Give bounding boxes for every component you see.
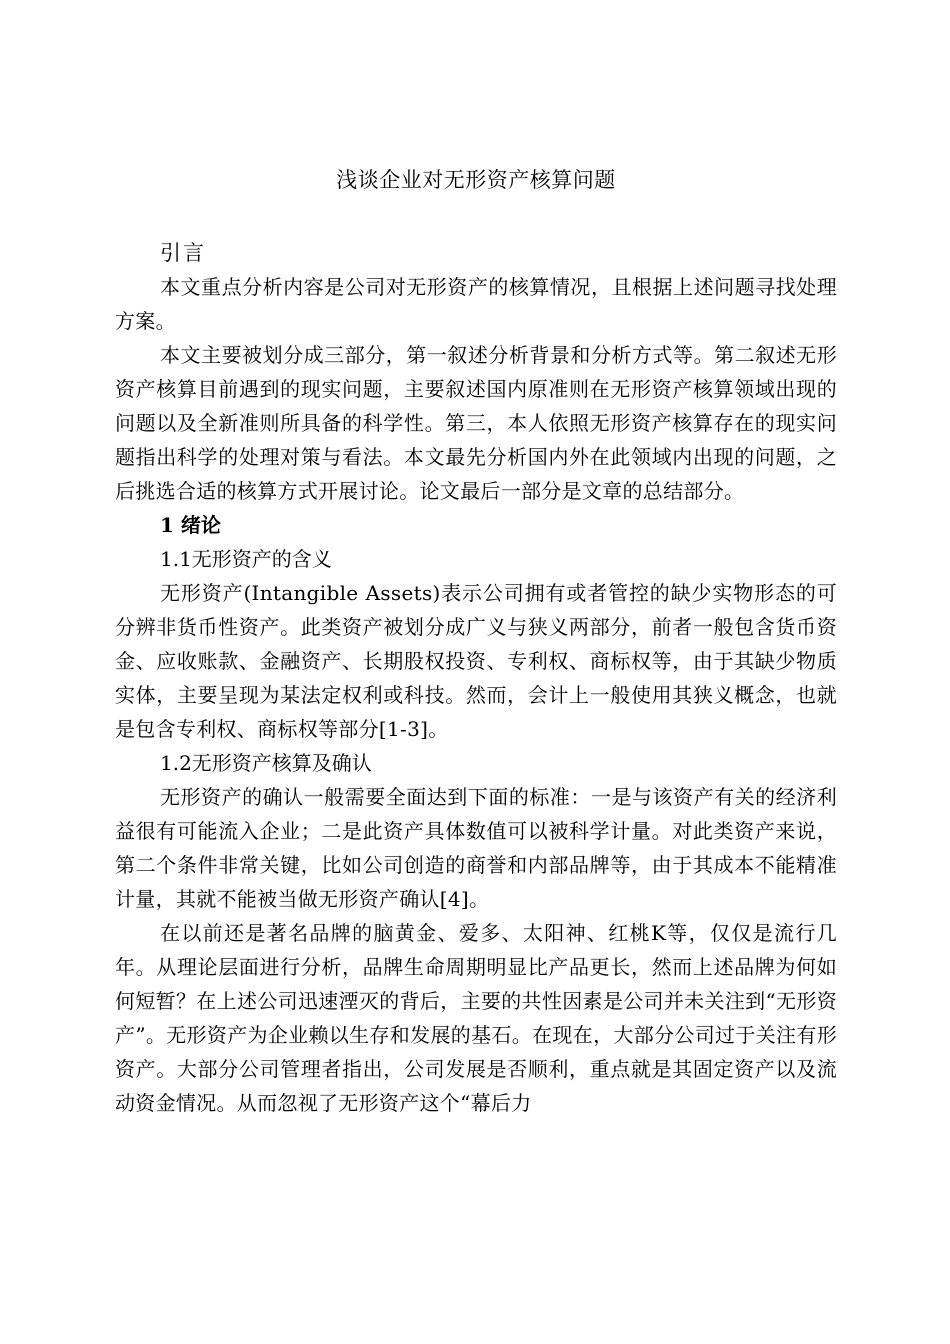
chapter-1-heading: 1 绪论 xyxy=(160,513,221,537)
section-1-1-paragraph: 无形资产(Intangible Assets)表示公司拥有或者管控的缺少实物形态的可分辨非货币性资产。此类资产被划分成广义与狭义两部分，前者一般包含货币资金、应收账款、金融资产、长期股权投资、专利权、商标权等，由于其缺少物质实体，主要呈现为某法定权利或科技。然而，会计上一般使用其狭义概念，也就是包含专利权、商标权等部分[1-3]。 xyxy=(115,581,837,741)
section-1-2-paragraph-1: 无形资产的确认一般需要全面达到下面的标准：一是与该资产有关的经济利益很有可能流入企业；二是此资产具体数值可以被科学计量。对此类资产来说，第二个条件非常关键，比如公司创造的商誉和内部品牌等，由于其成本不能精准计量，其就不能被当做无形资产确认[4]。 xyxy=(115,785,837,911)
section-1-2-heading: 1.2无形资产核算及确认 xyxy=(160,751,372,775)
section-1-1-heading: 1.1无形资产的含义 xyxy=(160,547,332,571)
intro-paragraph-1: 本文重点分析内容是公司对无形资产的核算情况，且根据上述问题寻找处理方案。 xyxy=(115,275,837,333)
document-title: 浅谈企业对无形资产核算问题 xyxy=(336,168,616,192)
intro-paragraph-2: 本文主要被划分成三部分，第一叙述分析背景和分析方式等。第二叙述无形资产核算目前遇到的现实问题，主要叙述国内原准则在无形资产核算领域出现的问题以及全新准则所具备的科学性。第三，本人依照无形资产核算存在的现实问题指出科学的处理对策与看法。本文最先分析国内外在此领域内出现的问题，之后挑选合适的核算方式开展讨论。论文最后一部分是文章的总结部分。 xyxy=(115,343,837,503)
document-body xyxy=(115,236,837,1120)
section-1-2-paragraph-2: 在以前还是著名品牌的脑黄金、爱多、太阳神、红桃K等，仅仅是流行几年。从理论层面进行分析，品牌生命周期明显比产品更长，然而上述品牌为何如何短暂？在上述公司迅速湮灭的背后，主要的共性因素是公司并未关注到“无形资产”。无形资产为企业赖以生存和发展的基石。在现在，大部分公司过于关注有形资产。大部分公司管理者指出，公司发展是否顺利，重点就是其固定资产以及流动资金情况。从而忽视了无形资产这个“幕后力 xyxy=(115,921,837,1115)
intro-heading: 引言 xyxy=(160,241,206,265)
